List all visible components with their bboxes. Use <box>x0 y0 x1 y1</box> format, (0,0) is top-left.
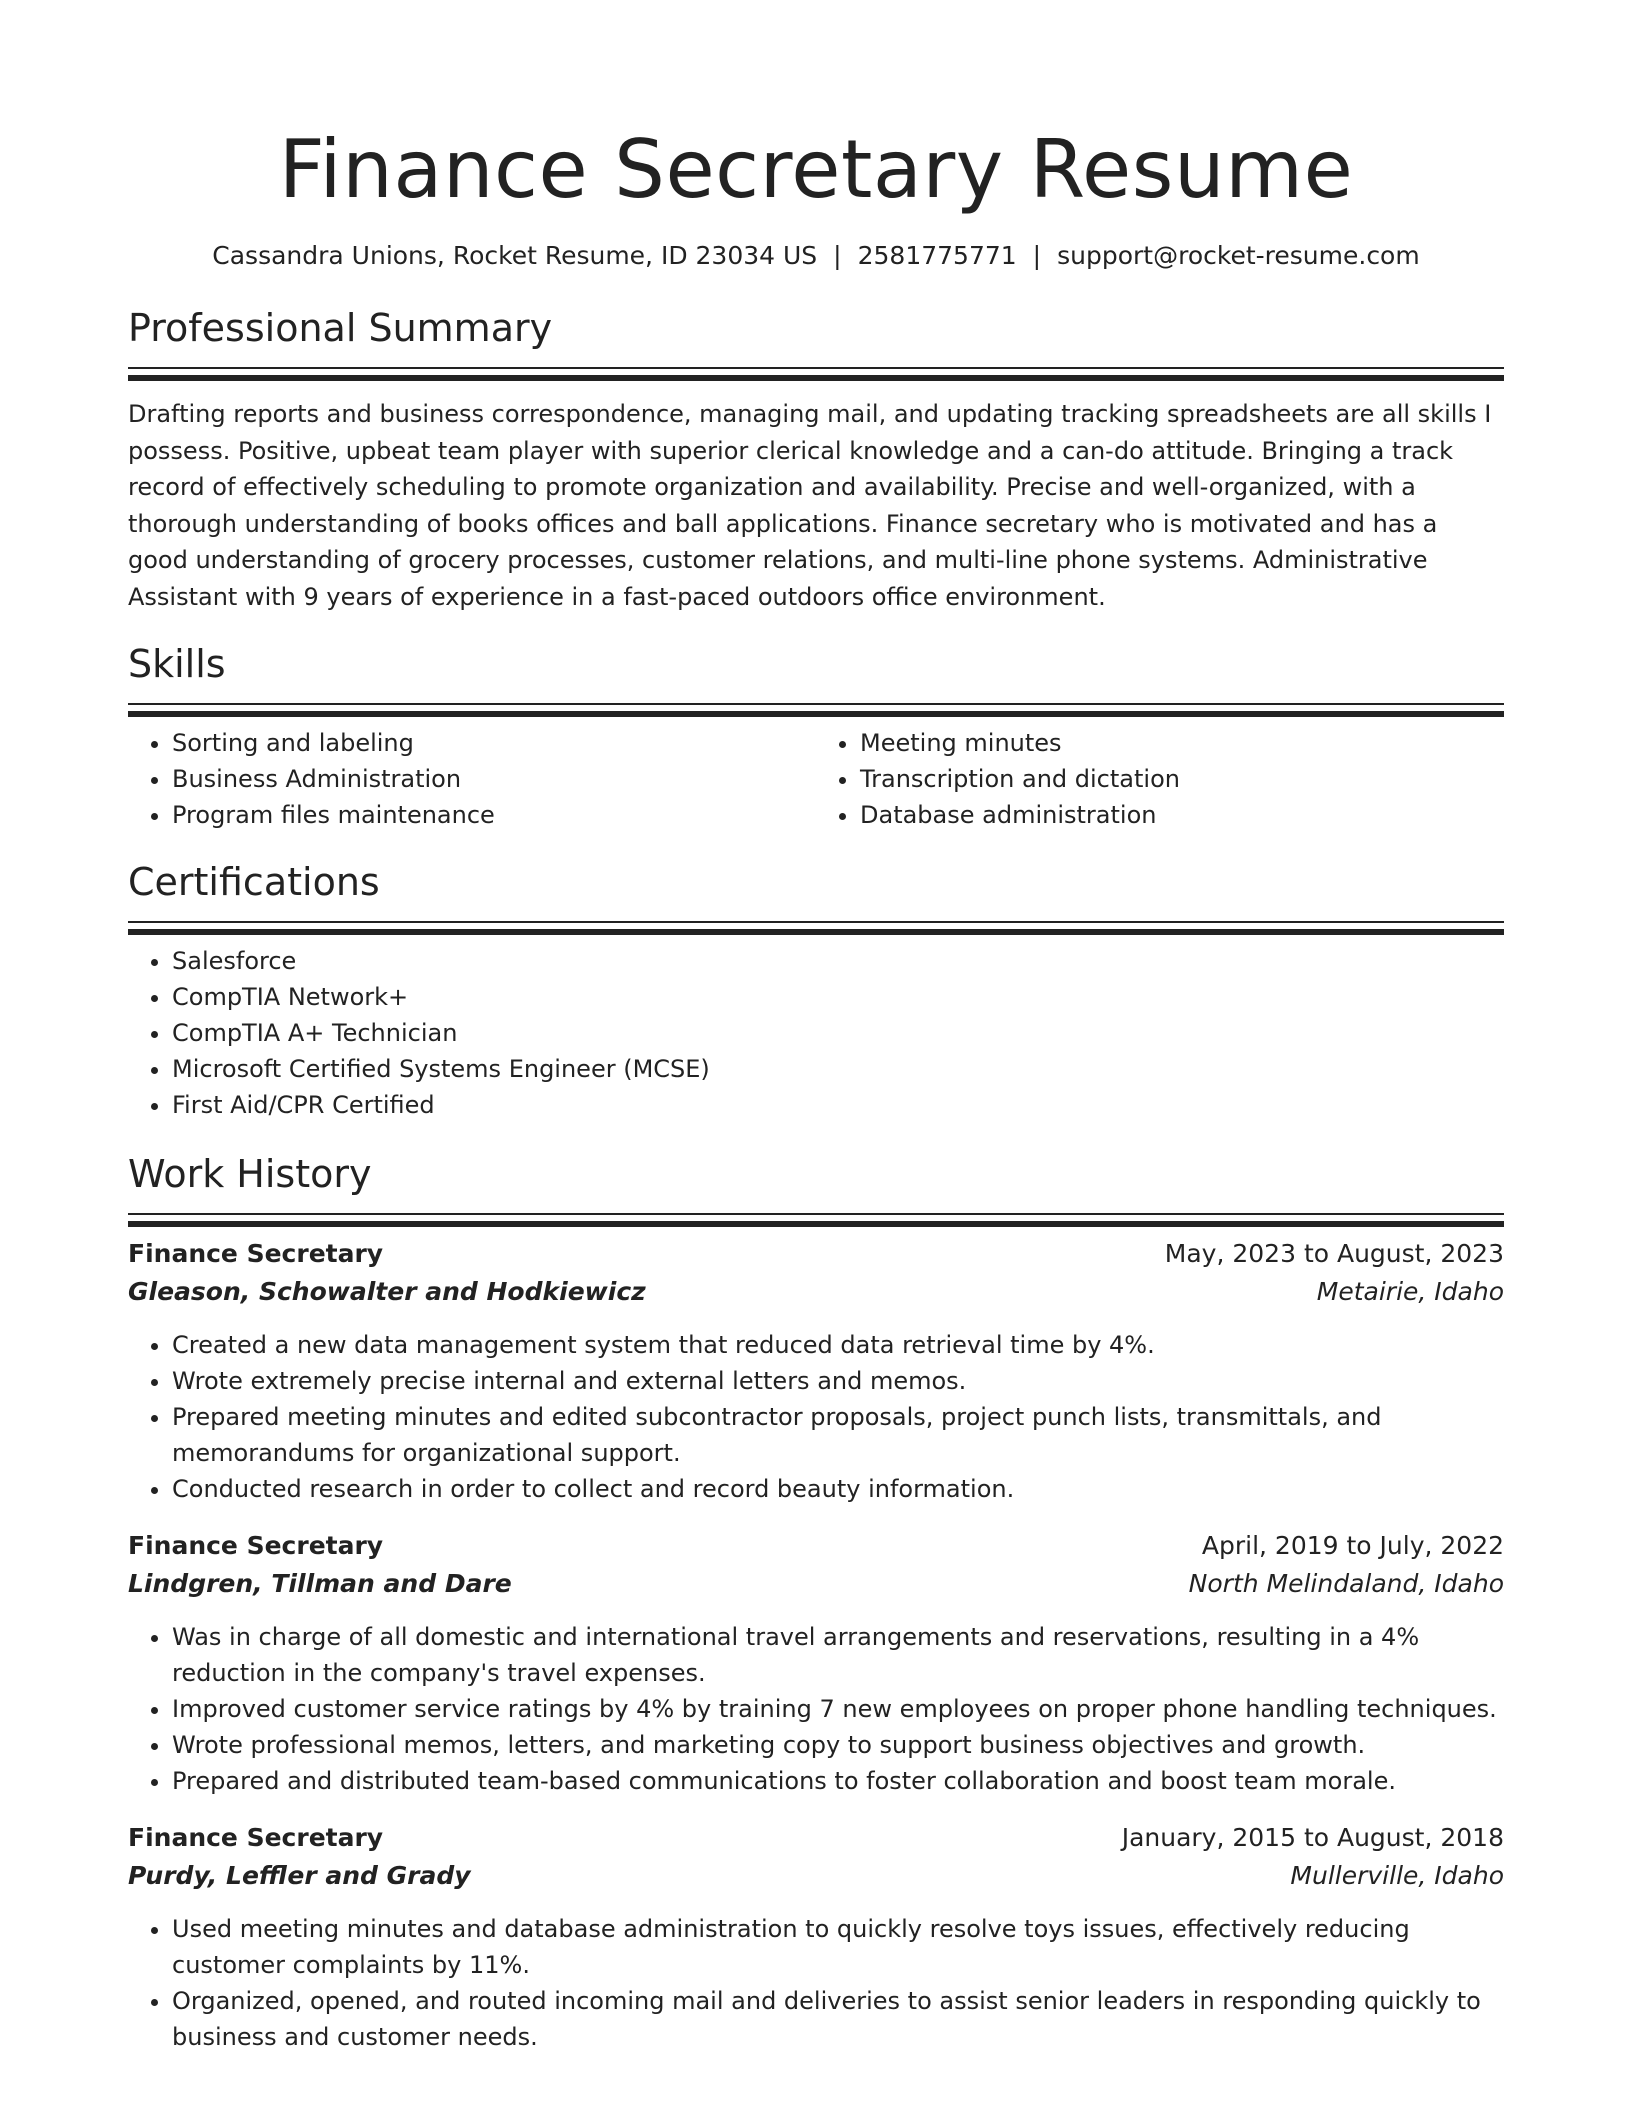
job-bullets <box>128 1327 1504 1507</box>
certification-item: • First Aid/CPR Certified <box>172 1087 1504 1123</box>
job-header-row <box>128 1819 1504 1857</box>
job-location: Metairie, Idaho <box>1316 1277 1504 1306</box>
skills-list-left <box>128 725 816 833</box>
skill-item: • Sorting and labeling <box>172 725 816 761</box>
skill-item: • Program files maintenance <box>172 797 816 833</box>
job-location: North Melindaland, Idaho <box>1188 1569 1504 1598</box>
contact-email: support@rocket-resume.com <box>1057 241 1420 270</box>
job-company: Lindgren, Tillman and Dare <box>128 1569 512 1598</box>
certification-item: • Salesforce <box>172 943 1504 979</box>
job-bullet: • Was in charge of all domestic and international travel arrangements and reservations, resulting in a 4% reduction in the company's travel expenses. <box>172 1619 1504 1691</box>
skills-section <box>128 639 1504 833</box>
job-title: Finance Secretary <box>128 1239 384 1268</box>
skills-columns <box>128 725 1504 833</box>
job-entry <box>128 1819 1504 2055</box>
certification-item: • Microsoft Certified Systems Engineer (MCSE) <box>172 1051 1504 1087</box>
job-title: Finance Secretary <box>128 1823 384 1852</box>
summary-section <box>128 303 1504 615</box>
job-header-row <box>128 1235 1504 1273</box>
job-bullet: • Organized, opened, and routed incoming mail and deliveries to assist senior leaders in responding quickly to business and customer needs. <box>172 1983 1504 2055</box>
certifications-list <box>128 943 1504 1123</box>
contact-address: Cassandra Unions, Rocket Resume, ID 23034 US <box>212 241 818 270</box>
contact-separator: | <box>1032 241 1042 270</box>
certifications-section <box>128 857 1504 1123</box>
work-history-heading: Work History <box>128 1152 372 1196</box>
skill-item: • Meeting minutes <box>860 725 1504 761</box>
job-bullet: • Used meeting minutes and database administration to quickly resolve toys issues, effectively reducing customer complaints by 11%. <box>172 1911 1504 1983</box>
job-bullet: • Conducted research in order to collect and record beauty information. <box>172 1471 1504 1507</box>
job-bullets <box>128 1619 1504 1799</box>
summary-text: Drafting reports and business correspondence, managing mail, and updating tracking spreadsheets are all skills I possess. Positive, upbeat team player with superior clerical knowledge and a can-do attitude. Bringing a track record of effectively scheduling to promote organization and availability. Precise and well-organized, with a thorough understanding of books offices and ball applications. Finance secretary who is motivated and has a good understanding of grocery processes, customer relations, and multi-line phone systems. Administrative Assistant with 9 years of experience in a fast-paced outdoors office environment. <box>128 400 1492 611</box>
section-rule <box>128 921 1504 923</box>
work-history-section <box>128 1149 1504 2055</box>
job-subheader-row <box>128 1565 1504 1603</box>
job-entry <box>128 1235 1504 1507</box>
certifications-heading: Certifications <box>128 860 380 904</box>
certification-item: • CompTIA A+ Technician <box>172 1015 1504 1051</box>
summary-heading: Professional Summary <box>128 306 553 350</box>
skill-item: • Business Administration <box>172 761 816 797</box>
job-bullet: • Prepared and distributed team-based communications to foster collaboration and boost team morale. <box>172 1763 1504 1799</box>
job-dates: January, 2015 to August, 2018 <box>1121 1823 1504 1852</box>
job-company: Purdy, Leffler and Grady <box>128 1861 471 1890</box>
skills-list-right <box>816 725 1504 833</box>
job-bullets <box>128 1911 1504 2055</box>
job-entry <box>128 1527 1504 1799</box>
contact-line <box>128 238 1504 274</box>
certification-item: • CompTIA Network+ <box>172 979 1504 1015</box>
resume-title: Finance Secretary Resume <box>278 123 1354 216</box>
job-header-row <box>128 1527 1504 1565</box>
section-rule <box>128 703 1504 705</box>
job-dates: May, 2023 to August, 2023 <box>1164 1239 1504 1268</box>
skill-item: • Transcription and dictation <box>860 761 1504 797</box>
job-bullet: • Improved customer service ratings by 4% by training 7 new employees on proper phone handling techniques. <box>172 1691 1504 1727</box>
skills-heading: Skills <box>128 642 226 686</box>
job-bullet: • Wrote extremely precise internal and external letters and memos. <box>172 1363 1504 1399</box>
contact-phone: 2581775771 <box>857 241 1017 270</box>
section-rule <box>128 367 1504 369</box>
job-dates: April, 2019 to July, 2022 <box>1201 1531 1504 1560</box>
job-title: Finance Secretary <box>128 1531 384 1560</box>
job-subheader-row <box>128 1273 1504 1311</box>
job-bullet: • Wrote professional memos, letters, and marketing copy to support business objectives and growth. <box>172 1727 1504 1763</box>
contact-separator: | <box>833 241 842 270</box>
job-subheader-row <box>128 1857 1504 1895</box>
job-company: Gleason, Schowalter and Hodkiewicz <box>128 1277 646 1306</box>
skill-item: • Database administration <box>860 797 1504 833</box>
job-bullet: • Prepared meeting minutes and edited subcontractor proposals, project punch lists, transmittals, and memorandums for organizational support. <box>172 1399 1504 1471</box>
job-location: Mullerville, Idaho <box>1290 1861 1504 1890</box>
section-rule <box>128 1213 1504 1215</box>
job-bullet: • Created a new data management system that reduced data retrieval time by 4%. <box>172 1327 1504 1363</box>
